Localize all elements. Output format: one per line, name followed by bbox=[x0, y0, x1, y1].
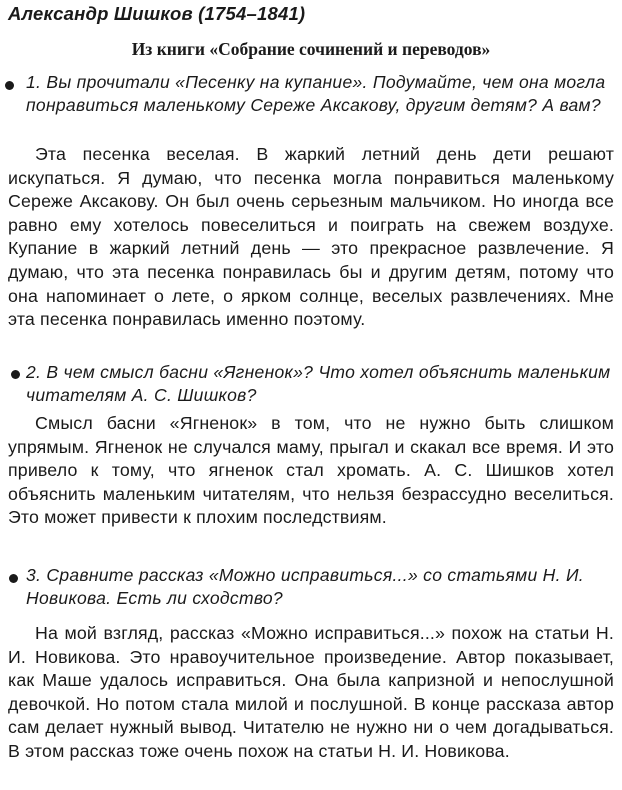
answer-2-text: Смысл басни «Ягненок» в том, что не нужно быть слишком упрямым. Ягненок не случался маму, прыгал и скакал все время. И это привело к тому, что ягненок стал хромать. А. С. Шишков хотел объяснить маленьким читателям, что нельзя безрассудно веселиться. Это может привести к плохим последствиям. bbox=[8, 413, 614, 528]
answer-3 bbox=[8, 622, 614, 764]
question-bullet-1 bbox=[5, 81, 14, 90]
question-3-number: 3. bbox=[26, 565, 42, 585]
answer-2 bbox=[8, 412, 614, 530]
question-1-text: Вы прочитали «Песенку на купание». Подумайте, чем она могла понравиться маленькому Сереже Аксакову, другим детям? А вам? bbox=[26, 72, 606, 115]
question-3-text: Сравните рассказ «Можно исправиться...» со статьями Н. И. Новикова. Есть ли сходство? bbox=[26, 565, 584, 608]
answer-3-text: На мой взгляд, рассказ «Можно исправиться...» похож на статьи Н. И. Новикова. Это нравоучительное произведение. Автор показывает, как Маше удалось исправиться. Она была капризной и непослушной девочкой. Но потом стала милой и послушной. В конце рассказа автор сам делает нужный вывод. Читателю не нужно ни о чем догадываться. В этом рассказ тоже очень похож на статьи Н. И. Новикова. bbox=[8, 623, 614, 761]
answer-1-text: Эта песенка веселая. В жаркий летний день дети решают искупаться. Я думаю, что песенка могла понравиться маленькому Сереже Аксакову. Он был очень серьезным мальчиком. Но иногда все равно ему хотелось повеселиться и поиграть на свежем воздухе. Купание в жаркий летний день — это прекрасное развлечение. Я думаю, что эта песенка понравилась бы и другим детям, потому что она напоминает о лете, о ярком солнце, веселых развлечениях. Мне эта песенка понравилась именно поэтому. bbox=[8, 144, 614, 330]
question-3 bbox=[26, 564, 616, 610]
source-title: Из книги «Собрание сочинений и переводов» bbox=[131, 39, 491, 59]
author-heading: Александр Шишков (1754–1841) bbox=[8, 3, 306, 24]
question-bullet-2 bbox=[11, 370, 20, 379]
question-2-text: В чем смысл басни «Ягненок»? Что хотел объяснить маленьким читателям А. С. Шишков? bbox=[26, 362, 611, 405]
question-1 bbox=[26, 71, 616, 117]
question-bullet-3 bbox=[9, 574, 18, 583]
question-2 bbox=[26, 361, 616, 407]
question-2-number: 2. bbox=[26, 362, 42, 382]
answer-1 bbox=[8, 143, 614, 332]
question-1-number: 1. bbox=[26, 72, 42, 92]
